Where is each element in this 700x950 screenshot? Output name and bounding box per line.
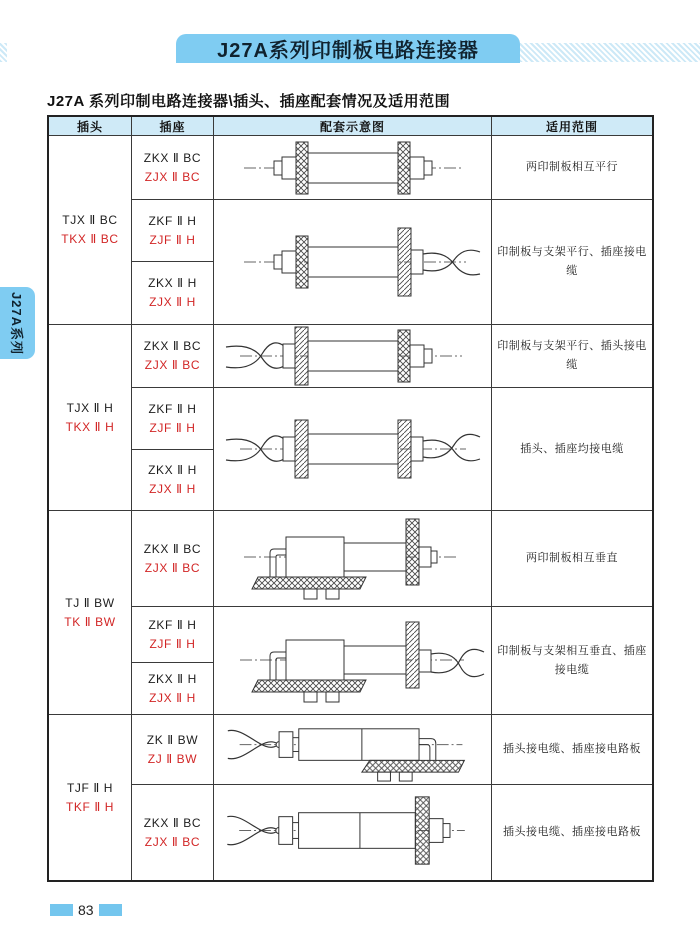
socket-cell: [131, 606, 213, 662]
socket-model-red: ZJF Ⅱ H: [149, 636, 196, 651]
diagram-cell: [213, 714, 491, 784]
diagram-cell: [213, 199, 491, 324]
socket-model-black: ZK Ⅱ BW: [146, 732, 199, 747]
diagram-board-bracket-parallel-socket-cable: [214, 200, 492, 324]
page-number: 83: [78, 902, 94, 918]
socket-cell: [131, 662, 213, 714]
plug-cell-group1: [49, 135, 131, 324]
diagram-plug-cable-socket-vertical-board: [214, 785, 492, 880]
header-plug: 插头: [49, 117, 131, 135]
plug-model-black: TJF Ⅱ H: [66, 780, 114, 795]
mating-table: [47, 115, 654, 882]
range-cell: 两印制板相互平行: [491, 135, 652, 199]
plug-model-red: TKX Ⅱ H: [65, 419, 115, 434]
diagram-two-boards-parallel: [214, 137, 492, 199]
page-footer: [50, 903, 122, 917]
range-cell: 插头、插座均接电缆: [491, 387, 652, 510]
section-title: J27A 系列印制电路连接器\插头、插座配套情况及适用范围: [47, 93, 451, 110]
socket-cell: [131, 784, 213, 880]
diagram-cell: [213, 784, 491, 880]
socket-model-black: ZKX Ⅱ H: [148, 463, 197, 478]
socket-model-red: ZJX Ⅱ BC: [144, 358, 201, 372]
plug-cell-group3: [49, 510, 131, 714]
socket-model-red: ZJX Ⅱ BC: [144, 834, 201, 849]
socket-model-black: ZKX Ⅱ BC: [143, 150, 202, 165]
socket-model-red: ZJ Ⅱ BW: [147, 751, 198, 766]
socket-model-red: ZJF Ⅱ H: [149, 232, 196, 247]
header-range: 适用范围: [491, 117, 652, 135]
plug-model-black: TJ Ⅱ BW: [65, 595, 115, 610]
socket-model-black: ZKX Ⅱ BC: [143, 815, 202, 830]
header-socket: 插座: [131, 117, 213, 135]
series-side-tab[interactable]: [0, 287, 35, 359]
plug-model-red: TK Ⅱ BW: [64, 614, 116, 629]
diagram-cell: [213, 324, 491, 387]
socket-model-black: ZKF Ⅱ H: [148, 213, 197, 228]
banner-title: J27A系列印制板电路连接器: [217, 40, 479, 62]
banner-hatch-left: [0, 43, 7, 62]
range-cell: 印制板与支架相互垂直、插座接电缆: [491, 606, 652, 714]
diagram-cell: [213, 135, 491, 199]
page-number-right-square: [99, 904, 122, 916]
plug-model-black: TJX Ⅱ BC: [62, 213, 118, 228]
socket-cell: [131, 387, 213, 449]
socket-cell: [131, 510, 213, 606]
socket-model-black: ZKF Ⅱ H: [148, 617, 197, 632]
diagram-plug-cable-socket-horizontal-board: [214, 715, 492, 784]
diagram-two-boards-perpendicular: [214, 511, 492, 606]
diagram-cell: [213, 510, 491, 606]
diagram-cell: [213, 606, 491, 714]
plug-model-black: TJX Ⅱ H: [66, 400, 114, 415]
socket-cell: [131, 324, 213, 387]
diagram-cell: [213, 387, 491, 510]
socket-cell: [131, 261, 213, 324]
socket-model-red: ZJX Ⅱ BC: [144, 560, 201, 575]
range-cell: 印制板与支架平行、插头接电缆: [491, 324, 652, 387]
series-side-tab-label: J27A系列: [9, 291, 24, 355]
diagram-board-bracket-parallel-plug-cable: [214, 325, 492, 387]
socket-model-black: ZKX Ⅱ BC: [143, 541, 202, 556]
header-diagram: 配套示意图: [213, 117, 491, 135]
plug-cell-group2: [49, 324, 131, 510]
plug-model-red: TKX Ⅱ BC: [61, 232, 119, 246]
socket-model-red: ZJX Ⅱ H: [149, 295, 196, 309]
socket-cell: [131, 135, 213, 199]
socket-cell: [131, 449, 213, 510]
range-cell: 两印制板相互垂直: [491, 510, 652, 606]
socket-model-red: ZJX Ⅱ H: [149, 690, 196, 705]
page-banner: [176, 34, 520, 63]
range-cell: 插头接电缆、插座接电路板: [491, 784, 652, 880]
socket-model-black: ZKX Ⅱ H: [148, 671, 197, 686]
plug-cell-group4: [49, 714, 131, 880]
socket-cell: [131, 199, 213, 261]
diagram-board-bracket-perpendicular-socket-cable: [214, 608, 492, 714]
banner-hatch-right: [520, 43, 700, 62]
range-cell: 插头接电缆、插座接电路板: [491, 714, 652, 784]
page-number-left-square: [50, 904, 73, 916]
socket-model-red: ZJF Ⅱ H: [149, 420, 196, 435]
socket-model-black: ZKF Ⅱ H: [148, 401, 197, 416]
plug-model-red: TKF Ⅱ H: [65, 799, 115, 814]
socket-model-red: ZJX Ⅱ BC: [144, 169, 201, 184]
range-cell: 印制板与支架平行、插座接电缆: [491, 199, 652, 324]
diagram-both-ends-cable: [214, 388, 492, 510]
socket-model-red: ZJX Ⅱ H: [149, 482, 196, 496]
socket-model-black: ZKX Ⅱ BC: [143, 339, 202, 354]
socket-model-black: ZKX Ⅱ H: [148, 276, 197, 291]
socket-cell: [131, 714, 213, 784]
